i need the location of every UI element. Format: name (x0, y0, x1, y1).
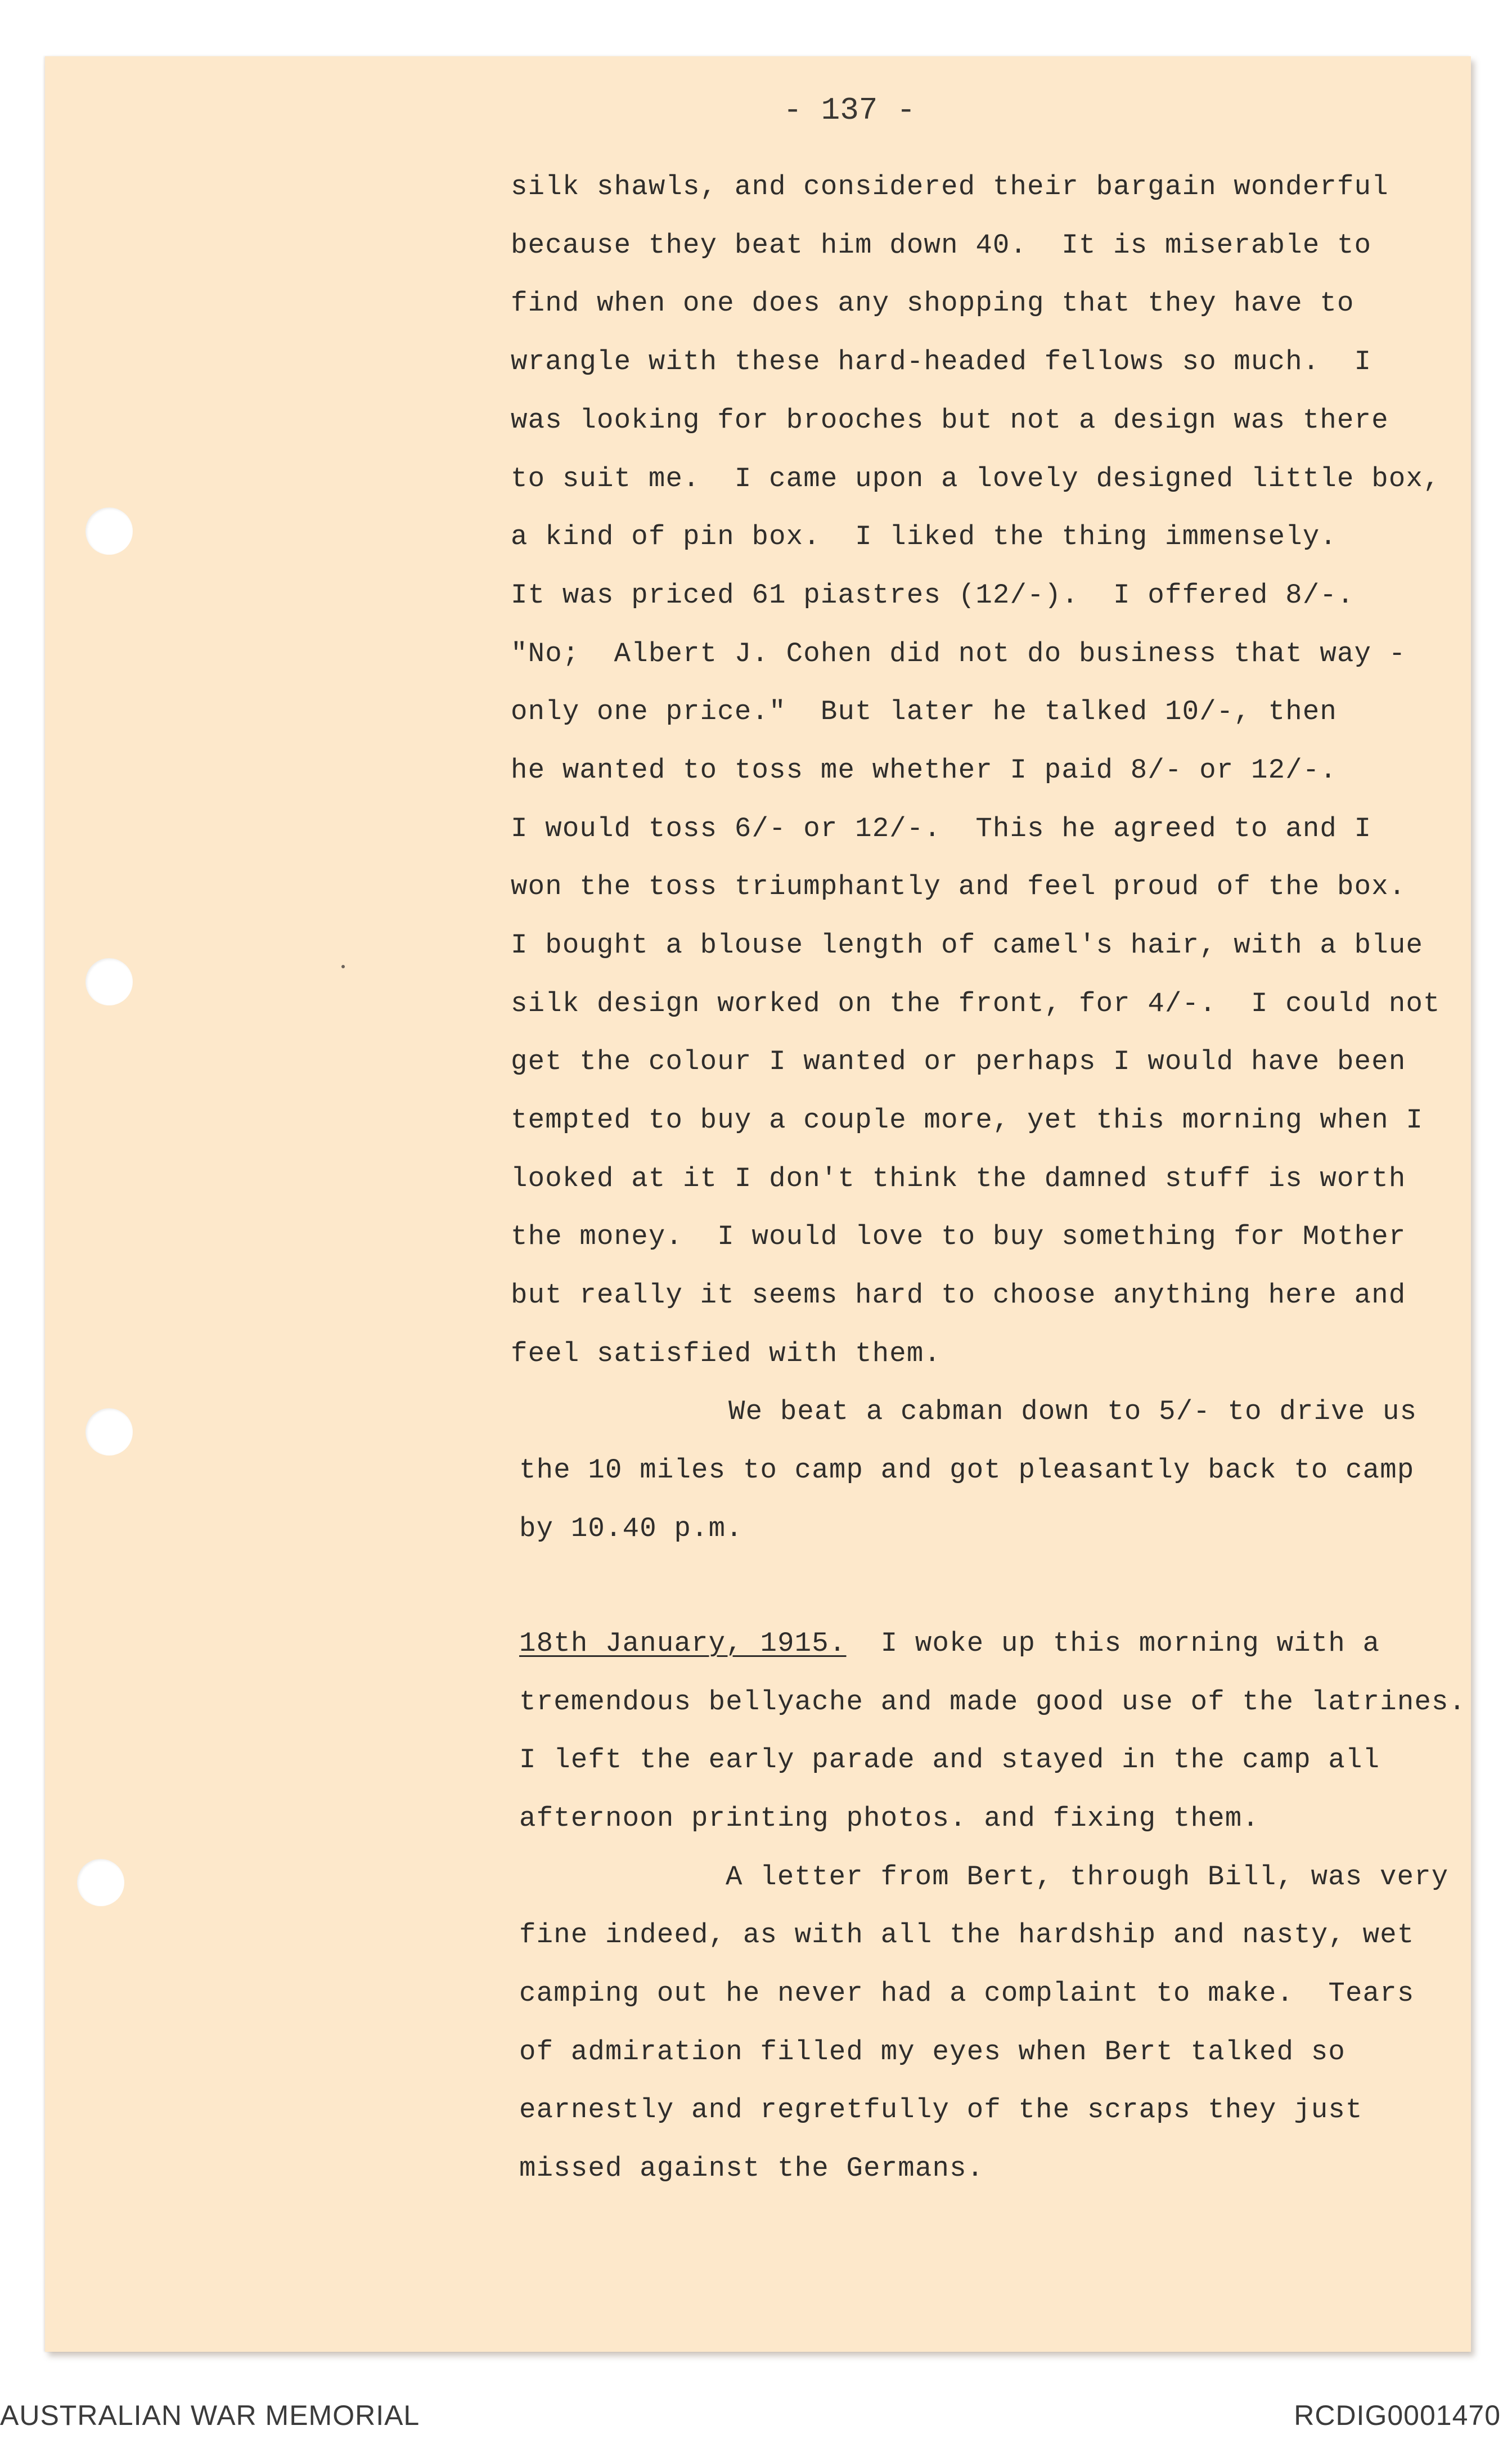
text-line: because they beat him down 40. It is miserable to (511, 230, 1372, 261)
text-line: We beat a cabman down to 5/- to drive us (728, 1396, 1418, 1427)
text-line: camping out he never had a complaint to make. Tears (519, 1978, 1415, 2009)
text-line: get the colour I wanted or perhaps I would have been (511, 1046, 1406, 1077)
text-line: silk design worked on the front, for 4/-. I could not (511, 988, 1441, 1019)
text-line: "No; Albert J. Cohen did not do business that way - (511, 638, 1406, 670)
text-line: the money. I would love to buy something for Mother (511, 1221, 1406, 1252)
text-line: but really it seems hard to choose anything here and (511, 1279, 1406, 1311)
text-line: tremendous bellyache and made good use of the latrines. (519, 1686, 1466, 1718)
text-line: find when one does any shopping that they have to (511, 288, 1354, 319)
text-line: he wanted to toss me whether I paid 8/- or 12/-. (511, 754, 1338, 786)
footer-institution: AUSTRALIAN WAR MEMORIAL (0, 2400, 420, 2431)
document-page (45, 56, 1471, 2352)
page-number: - 137 - (783, 92, 916, 128)
text-line: the 10 miles to camp and got pleasantly back to camp (519, 1454, 1415, 1486)
text-line: of admiration filled my eyes when Bert talked so (519, 2036, 1346, 2068)
text-line: I would toss 6/- or 12/-. This he agreed to and I (511, 813, 1372, 845)
text-line: only one price." But later he talked 10/-, then (511, 696, 1338, 727)
text-line: wrangle with these hard-headed fellows so much. I (511, 346, 1372, 378)
entry-date: 18th January, 1915. (519, 1628, 847, 1659)
text-line: silk shawls, and considered their bargain wonderful (511, 171, 1389, 203)
text-line: tempted to buy a couple more, yet this morning when I (511, 1104, 1424, 1136)
text-line: looked at it I don't think the damned stuff is worth (511, 1163, 1406, 1194)
entry-date-continuation: I woke up this morning with a (846, 1628, 1380, 1659)
text-line: by 10.40 p.m. (519, 1513, 743, 1544)
text-line: was looking for brooches but not a design was there (511, 405, 1389, 436)
text-line: I bought a blouse length of camel's hair, with a blue (511, 929, 1424, 961)
footer-record-id: RCDIG0001470 (1294, 2400, 1501, 2431)
text-line: A letter from Bert, through Bill, was very (726, 1861, 1449, 1893)
text-line: afternoon printing photos. and fixing them. (519, 1803, 1260, 1834)
text-line: fine indeed, as with all the hardship and nasty, wet (519, 1919, 1415, 1951)
text-line: It was priced 61 piastres (12/-). I offered 8/-. (511, 580, 1354, 611)
text-line: earnestly and regretfully of the scraps they just (519, 2094, 1363, 2126)
typed-text (45, 56, 1471, 2352)
text-line: I left the early parade and stayed in the camp all (519, 1744, 1380, 1776)
diary-entry-date-line (519, 1630, 1380, 1658)
text-line: a kind of pin box. I liked the thing immensely. (511, 521, 1338, 553)
text-line: to suit me. I came upon a lovely designed little box, (511, 463, 1441, 495)
text-line: won the toss triumphantly and feel proud of the box. (511, 871, 1406, 902)
text-line: feel satisfied with them. (511, 1338, 942, 1369)
text-line: missed against the Germans. (519, 2153, 984, 2184)
